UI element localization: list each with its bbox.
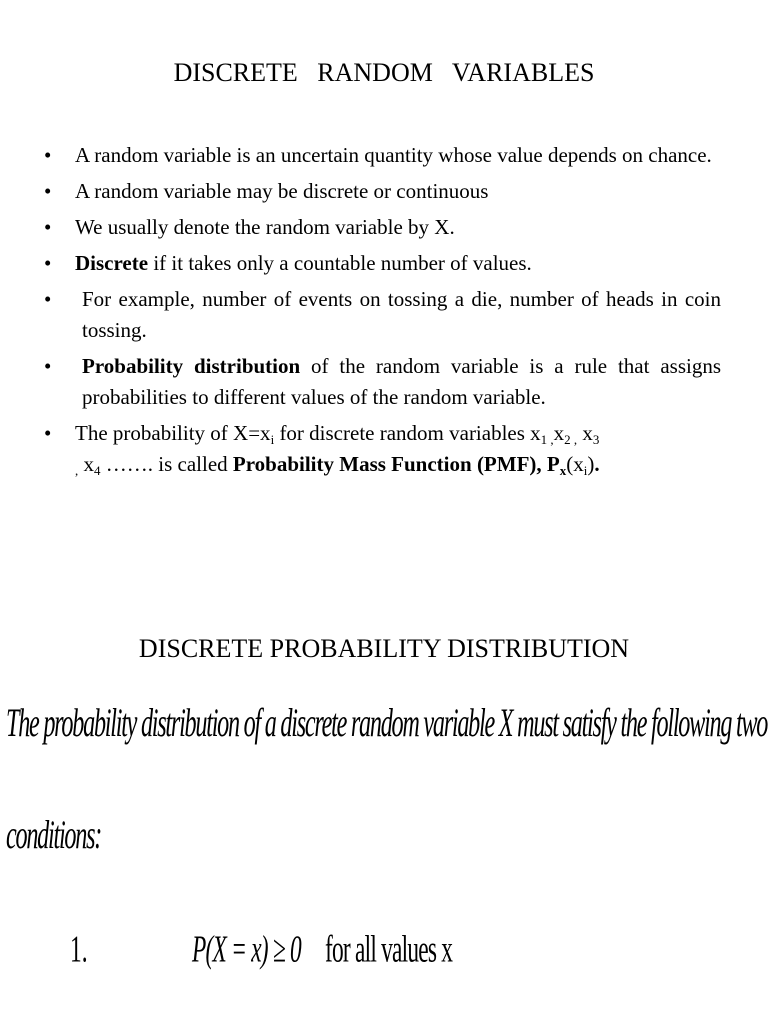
bullet-text: A random variable may be discrete or continuous (75, 179, 489, 203)
subscript: 3 (592, 432, 600, 447)
condition-formula: P(X = x) ≥ 0 (192, 928, 301, 971)
condition-intro-line: conditions: (6, 812, 102, 857)
subscript: i (270, 432, 275, 447)
list-item (0, 176, 768, 207)
condition-number: 1. (70, 928, 88, 971)
bullet-list (0, 140, 768, 485)
condition-text: for all values x (325, 928, 453, 971)
list-item (0, 140, 768, 171)
bold-term: Probability Mass Function (PMF), P (232, 452, 560, 476)
pmf-text: x (553, 421, 565, 445)
list-item (0, 284, 768, 346)
pmf-text: . (594, 452, 600, 476)
list-item (0, 351, 768, 413)
subscript: 4 (94, 463, 101, 478)
pmf-text: ) (587, 452, 595, 476)
subscript: i (583, 463, 588, 478)
pmf-text: for discrete random variables x (274, 421, 541, 445)
bullet-text: We usually denote the random variable by X. (75, 215, 455, 239)
subscript: x (559, 463, 567, 478)
bold-term: Discrete (75, 251, 149, 275)
page-title: DISCRETE RANDOM VARIABLES (173, 58, 595, 87)
bold-term: Probability distribution (82, 354, 301, 378)
bullet-text: if it takes only a countable number of values. (148, 251, 532, 275)
pmf-text: x (78, 452, 94, 476)
bullet-text: For example, number of events on tossing a die, number of heads in coin tossing. (82, 287, 721, 342)
bullet-icon: • (44, 421, 52, 445)
bullet-icon: • (44, 215, 52, 239)
pmf-text: x (577, 421, 593, 445)
list-item (0, 212, 768, 243)
condition-intro-line: The probability distribution of a discrete random variable X must satisfy the following two (6, 700, 768, 745)
section-title: DISCRETE PROBABILITY DISTRIBUTION (138, 634, 630, 663)
bullet-icon: • (44, 179, 52, 203)
bullet-icon: • (44, 287, 52, 311)
bullet-text: A random variable is an uncertain quantity whose value depends on chance. (75, 143, 712, 167)
pmf-text: ……. is called (100, 452, 233, 476)
subscript: 2 , (564, 432, 578, 447)
subscript: 1 , (540, 432, 554, 447)
pmf-text: The probability of X=x (75, 421, 271, 445)
list-item (0, 248, 768, 279)
bullet-icon: • (44, 143, 52, 167)
subscript: , (75, 463, 79, 478)
bullet-text: of the random variable is a rule that assigns probabilities to different values of the random variable. (82, 354, 721, 409)
pmf-text: (x (566, 452, 584, 476)
bullet-icon: • (44, 251, 52, 275)
bullet-icon: • (44, 354, 52, 378)
list-item (0, 418, 768, 480)
